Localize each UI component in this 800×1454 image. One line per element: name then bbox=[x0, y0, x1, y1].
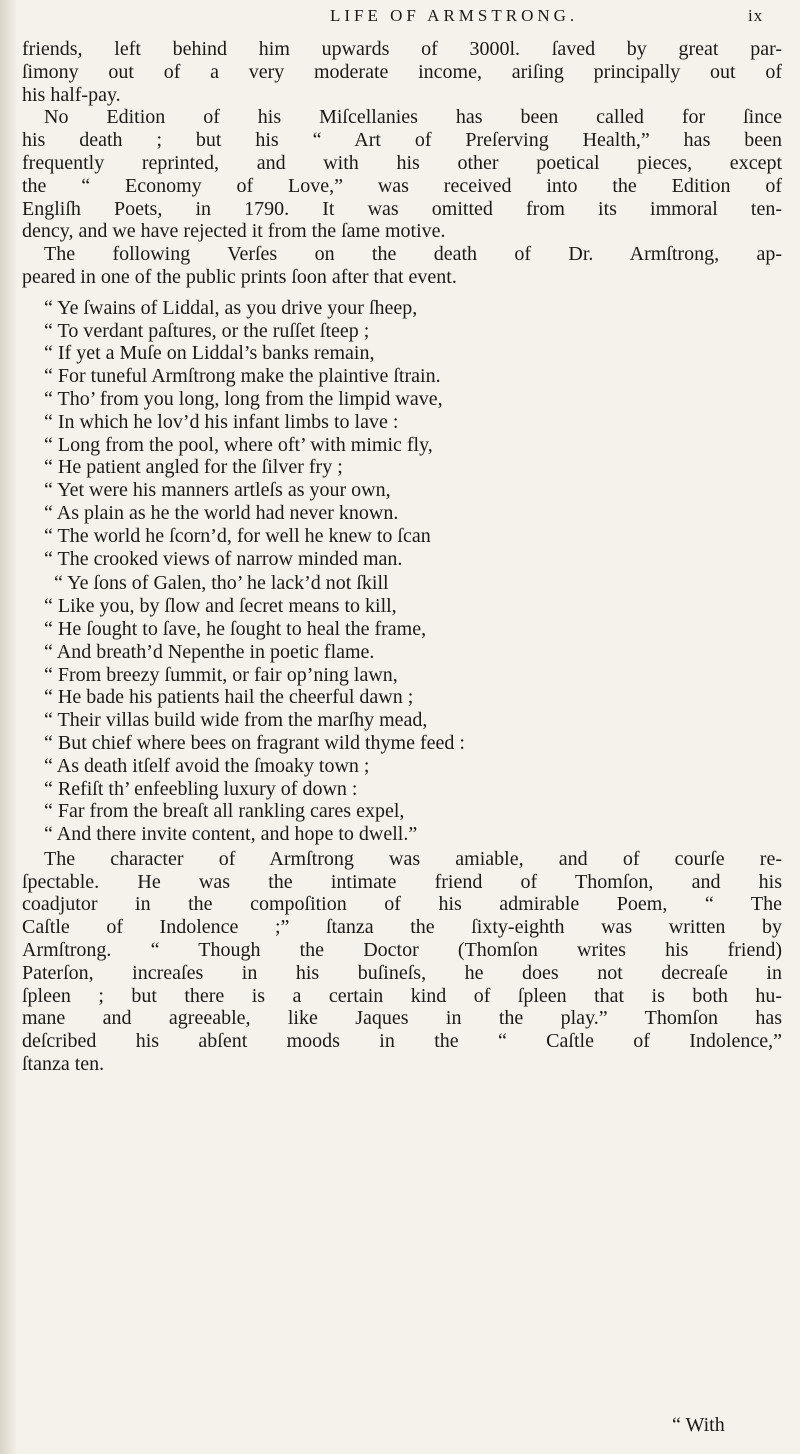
prose-line: The following Verſes on the death of Dr. Armſtrong, ap- bbox=[44, 243, 782, 266]
verse-line: “ For tuneful Armſtrong make the plaintive ſtrain. bbox=[44, 365, 441, 388]
verse-line: “ Their villas build wide from the marſhy mead, bbox=[44, 709, 428, 732]
prose-line: frequently reprinted, and with his other poetical pieces, except bbox=[22, 151, 782, 174]
prose-line: his half-pay. bbox=[22, 83, 121, 106]
prose-line: Engliſh Poets, in 1790. It was omitted from its immoral ten- bbox=[22, 197, 782, 220]
verse-line: “ And there invite content, and hope to dwell.” bbox=[44, 823, 418, 846]
verse-line: “ To verdant paſtures, or the ruſſet ſteep ; bbox=[44, 319, 370, 342]
prose-line: the “ Economy of Love,” was received into the Edition of bbox=[22, 174, 782, 197]
verse-line: “ If yet a Muſe on Liddal’s banks remain, bbox=[44, 342, 375, 365]
prose-line: friends, left behind him upwards of 3000l. ſaved by great par- bbox=[22, 38, 782, 60]
body-text bbox=[22, 38, 782, 1076]
verse-line: “ The world he ſcorn’d, for well he knew to ſcan bbox=[44, 524, 431, 547]
verse-line: “ As death itſelf avoid the ſmoaky town ; bbox=[44, 754, 370, 777]
verse-line: “ He patient angled for the ſilver fry ; bbox=[44, 456, 343, 479]
prose-line: peared in one of the public prints ſoon after that event. bbox=[22, 265, 457, 288]
running-head: LIFE OF ARMSTRONG. bbox=[330, 6, 579, 25]
verse-line: “ Long from the pool, where oft’ with mimic fly, bbox=[44, 433, 433, 456]
prose-bottom bbox=[22, 848, 782, 1076]
page-number: ix bbox=[748, 6, 764, 25]
verse-line: “ As plain as he the world had never known. bbox=[44, 501, 399, 524]
prose-line: ſtanza ten. bbox=[22, 1053, 105, 1076]
verse-line: “ The crooked views of narrow minded man. bbox=[44, 547, 403, 570]
verse-line: “ Refiſt th’ enfeebling luxury of down : bbox=[44, 777, 358, 800]
verse-line: “ And breath’d Nepenthe in poetic flame. bbox=[44, 640, 375, 663]
verse-line: “ Ye ſons of Galen, tho’ he lack’d not ſkill bbox=[54, 572, 389, 595]
prose-line: No Edition of his Miſcellanies has been called for ſince bbox=[44, 106, 782, 129]
poem-stanza-2 bbox=[22, 572, 782, 846]
verse-line: “ In which he lov’d his infant limbs to lave : bbox=[44, 410, 399, 433]
verse-line: “ He bade his patients hail the cheerful dawn ; bbox=[44, 686, 414, 709]
verse-line: “ Yet were his manners artleſs as your own, bbox=[44, 479, 391, 502]
prose-line: mane and agreeable, like Jaques in the play.” Thomſon has bbox=[22, 1007, 782, 1030]
prose-line: dency, and we have rejected it from the ſame motive. bbox=[22, 220, 446, 243]
verse-line: “ Like you, by ſlow and ſecret means to kill, bbox=[44, 595, 397, 618]
page-header bbox=[0, 6, 800, 36]
prose-line: deſcribed his abſent moods in the “ Caſtle of Indolence,” bbox=[22, 1030, 782, 1053]
verse-line: “ Ye ſwains of Liddal, as you drive your ſheep, bbox=[44, 296, 418, 319]
prose-line: ſpleen ; but there is a certain kind of ſpleen that is both hu- bbox=[22, 984, 782, 1007]
prose-line: Caſtle of Indolence ;” ſtanza the ſixty-eighth was written by bbox=[22, 916, 782, 939]
verse-line: “ But chief where bees on fragrant wild thyme feed : bbox=[44, 731, 465, 754]
verse-line: “ He ſought to ſave, he ſought to heal the frame, bbox=[44, 617, 427, 640]
gutter-shadow bbox=[0, 0, 18, 1454]
prose-line: ſimony out of a very moderate income, ariſing principally out of bbox=[22, 60, 782, 83]
verse-line: “ Tho’ from you long, long from the limpid wave, bbox=[44, 387, 443, 410]
prose-line: coadjutor in the compoſition of his admirable Poem, “ The bbox=[22, 893, 782, 916]
verse-line: “ Far from the breaſt all rankling cares expel, bbox=[44, 800, 405, 823]
prose-line: ſpectable. He was the intimate friend of Thomſon, and his bbox=[22, 870, 782, 893]
prose-line: Armſtrong. “ Though the Doctor (Thomſon writes his friend) bbox=[22, 939, 782, 962]
prose-line: his death ; but his “ Art of Preſerving Health,” has been bbox=[22, 129, 782, 152]
verse-line: “ From breezy ſummit, or fair op’ning lawn, bbox=[44, 663, 398, 686]
poem-stanza-1 bbox=[22, 297, 782, 571]
prose-line: The character of Armſtrong was amiable, and of courſe re- bbox=[44, 847, 782, 870]
catchword: “ With bbox=[672, 1414, 725, 1436]
prose-line: Paterſon, increaſes in his buſineſs, he does not decreaſe in bbox=[22, 961, 782, 984]
prose-top bbox=[22, 38, 782, 289]
